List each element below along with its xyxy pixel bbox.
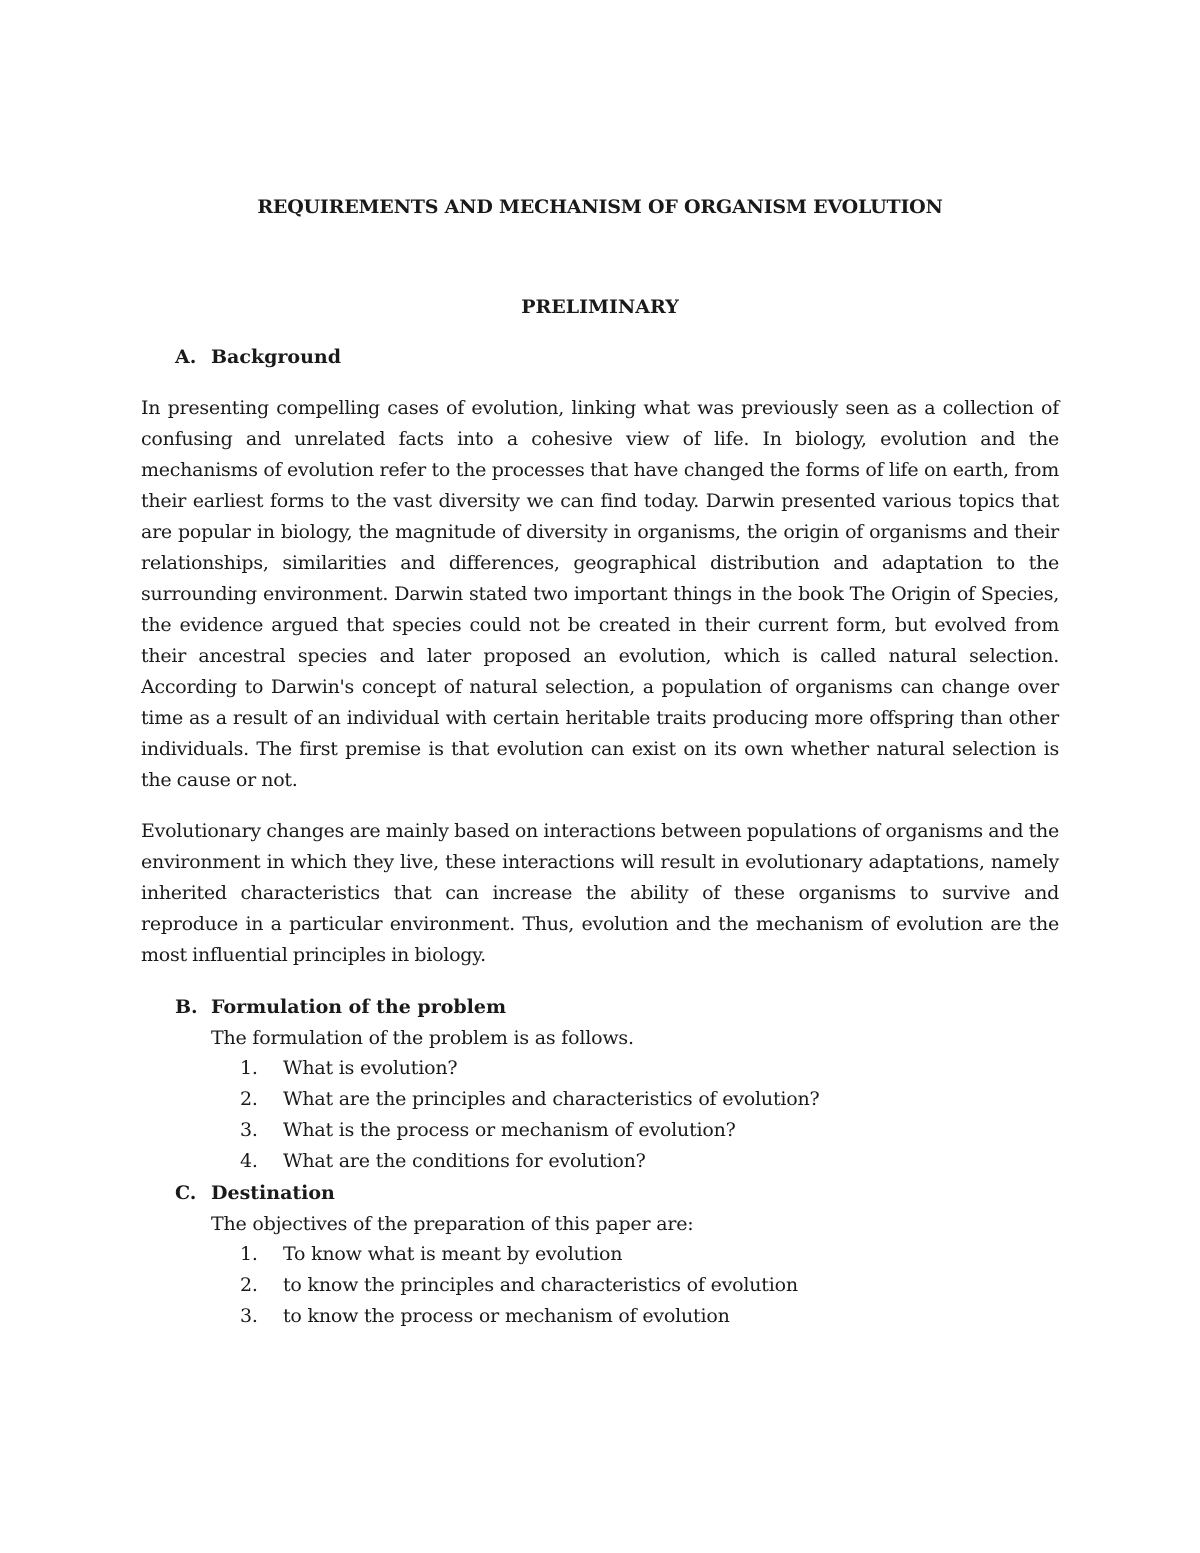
list-text: What is the process or mechanism of evolution?: [283, 1119, 736, 1141]
formulation-heading-text: Formulation of the problem: [211, 996, 507, 1018]
section-title: PRELIMINARY: [521, 296, 679, 318]
list-text: What is evolution?: [283, 1057, 458, 1079]
list-number: 1.: [240, 1243, 258, 1265]
list-item: [240, 1239, 798, 1270]
list-item: [240, 1270, 798, 1301]
list-number: 2.: [240, 1088, 258, 1110]
destination-heading-text: Destination: [211, 1182, 335, 1204]
list-text: What are the conditions for evolution?: [283, 1150, 646, 1172]
destination-letter: C.: [175, 1182, 197, 1204]
list-number: 4.: [240, 1150, 258, 1172]
formulation-list: [240, 1053, 820, 1177]
list-item: [240, 1084, 820, 1115]
background-letter: A.: [175, 346, 197, 368]
paragraph-text: In presenting compelling cases of evolution, linking what was previously seen as a collection of confusing and unrelated facts into a cohesive view of life. In biology, evolution and the mechanisms of evolution refer to the processes that have changed the forms of life on earth, from their earliest forms to the vast diversity we can find today. Darwin presented various topics that are popular in biology, the magnitude of diversity in organisms, the origin of organisms and their relationships, similarities and differences, geographical distribution and adaptation to the surrounding environment. Darwin stated two important things in the book The Origin of Species, the evidence argued that species could not be created in their current form, but evolved from their ancestral species and later proposed an evolution, which is called natural selection. According to Darwin's concept of natural selection, a population of organisms can change over time as a result of an individual with certain heritable traits producing more offspring than other individuals. The first premise is that evolution can exist on its own whether natural selection is the cause or not.: [141, 397, 1059, 791]
list-text: To know what is meant by evolution: [283, 1243, 623, 1265]
list-number: 3.: [240, 1305, 258, 1327]
background-paragraph-1: [141, 393, 1059, 796]
background-paragraph-2: [141, 816, 1059, 971]
list-number: 2.: [240, 1274, 258, 1296]
formulation-heading: [175, 996, 506, 1018]
list-item: [240, 1146, 820, 1177]
document-title: REQUIREMENTS AND MECHANISM OF ORGANISM EVOLUTION: [257, 196, 943, 218]
list-number: 3.: [240, 1119, 258, 1141]
background-heading: [175, 346, 341, 368]
paragraph-text: Evolutionary changes are mainly based on interactions between populations of organisms and the environment in which they live, these interactions will result in evolutionary adaptations, namely inherited characteristics that can increase the ability of these organisms to survive and reproduce in a particular environment. Thus, evolution and the mechanism of evolution are the most influential principles in biology.: [141, 820, 1059, 966]
list-item: [240, 1115, 820, 1146]
formulation-letter: B.: [175, 996, 198, 1018]
destination-intro: The objectives of the preparation of this paper are:: [211, 1213, 694, 1235]
destination-list: [240, 1239, 798, 1332]
list-text: What are the principles and characteristics of evolution?: [283, 1088, 820, 1110]
list-item: [240, 1053, 820, 1084]
list-text: to know the process or mechanism of evolution: [283, 1305, 730, 1327]
list-text: to know the principles and characteristics of evolution: [283, 1274, 798, 1296]
destination-heading: [175, 1182, 335, 1204]
list-number: 1.: [240, 1057, 258, 1079]
formulation-intro: The formulation of the problem is as follows.: [211, 1027, 634, 1049]
list-item: [240, 1301, 798, 1332]
background-heading-text: Background: [211, 346, 341, 368]
